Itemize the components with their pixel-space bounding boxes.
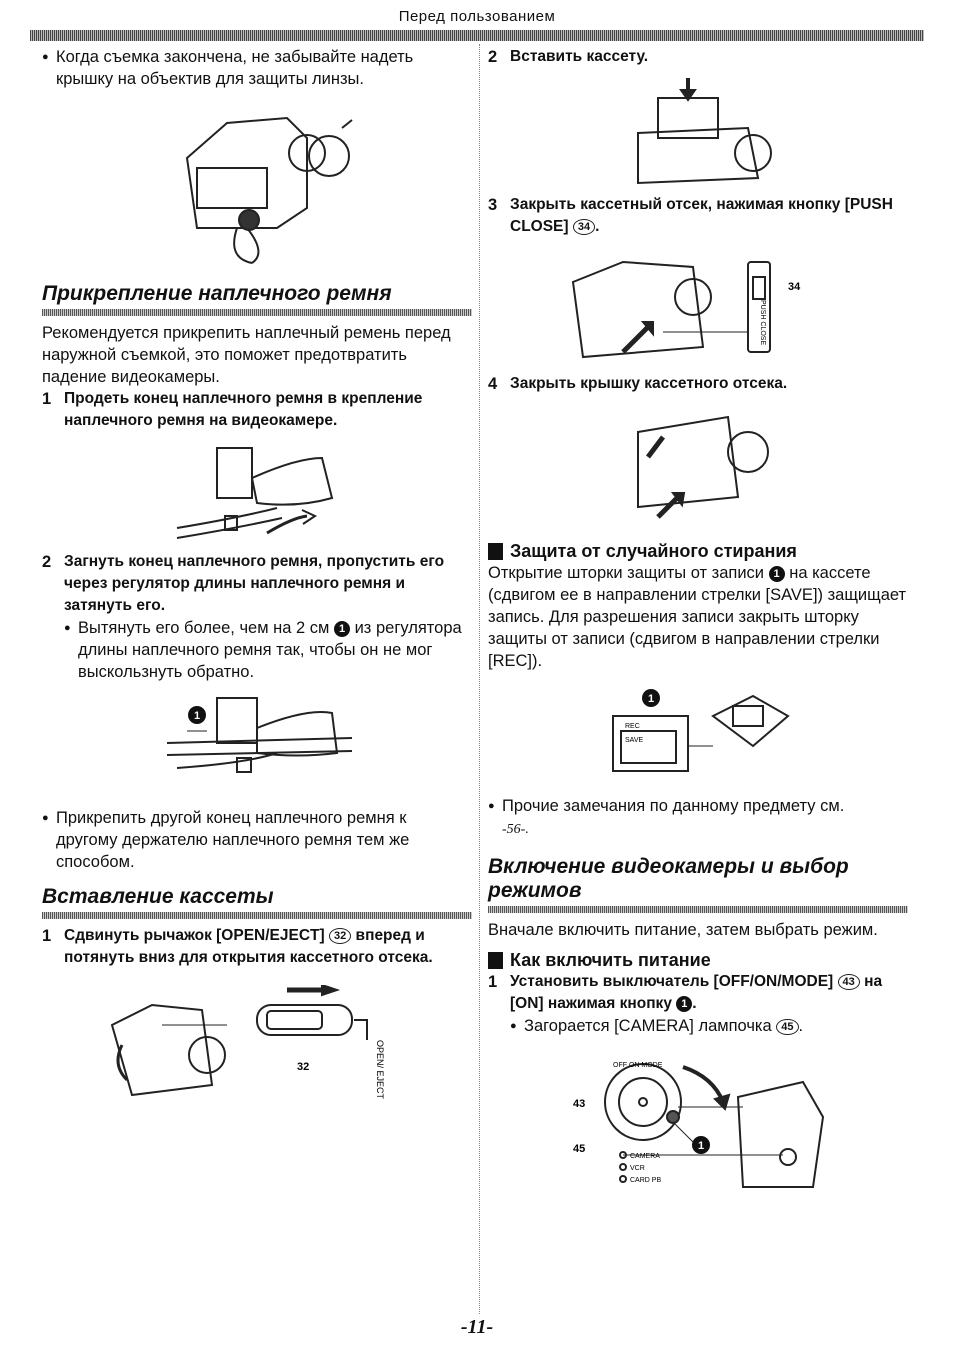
insert-cassette-illustration: [618, 78, 778, 188]
cassette-step-4: 4 Закрыть крышку кассетного отсека.: [488, 375, 788, 393]
figure-ref-45: 45: [573, 1143, 586, 1155]
lamp-camera-label: CAMERA: [630, 1153, 660, 1160]
strap-intro: Рекомендуется прикрепить наплечный ремень перед наружной съемкой, это поможет предотвратить падение видеокамеры.: [42, 324, 451, 386]
section-bar: [42, 309, 472, 316]
power-intro: Вначале включить питание, затем выбрать режим.: [488, 921, 878, 939]
page-ref: -56-.: [502, 822, 529, 837]
figure-marker-1: 1: [697, 1140, 705, 1152]
power-section-title: Включение видеокамеры и выбор режимов: [488, 855, 849, 902]
strap-step-2: 2 Загнуть конец наплечного ремня, пропустить его через регулятор длины наплечного ремня и затянуть его.: [42, 553, 445, 614]
strap-attach-illustration: [157, 438, 357, 543]
marker-1-icon: 1: [334, 621, 350, 637]
section-bar: [42, 912, 472, 919]
ref-32: 32: [329, 928, 351, 944]
open-eject-illustration: [92, 985, 422, 1100]
strap-step-2-note: ● Вытянуть его более, чем на 2 см 1 из регулятора длины наплечного ремня так, чтобы он не мог выскользнуть обратно.: [64, 617, 472, 683]
cassette-tab-illustration: [603, 686, 793, 781]
strap-other-end-note: ● Прикрепить другой конец наплечного ремня к другому держателю наплечного ремня тем же способом.: [42, 807, 472, 873]
lamp-vcr-label: VCR: [630, 1165, 645, 1172]
strap-adjuster-illustration: [157, 693, 357, 793]
lens-cap-note: ● Когда съемка закончена, не забывайте надеть крышку на объектив для защиты линзы.: [42, 46, 472, 90]
push-close-illustration: [563, 252, 833, 367]
power-step-1: 1 Установить выключатель [OFF/ON/MODE] 43 на [ON] нажимая кнопку 1 .: [488, 973, 883, 1012]
header-bar: [30, 30, 924, 41]
figure-rec-label: REC: [625, 723, 640, 730]
left-column: [42, 46, 472, 1100]
power-on-subtitle: Как включить питание: [488, 949, 908, 971]
strap-section-title: Прикрепление наплечного ремня: [42, 282, 392, 305]
header-title: Перед пользованием: [398, 8, 556, 25]
section-bar: [488, 906, 908, 913]
figure-save-label: SAVE: [625, 737, 644, 744]
page-number: -11-: [460, 1316, 494, 1338]
erase-protection-text: Открытие шторки защиты от записи 1 на кассете (сдвигом ее в направлении стрелки [SAVE]) защищает запись. Для разрешения записи закрыть шторку защиты от записи (сдвигом в направлении стрелки [REC]).: [488, 564, 907, 670]
erase-further-note: ● Прочие замечания по данному предмету см. -56-.: [488, 795, 908, 841]
power-camera-lamp-note: ● Загорается [CAMERA] лампочка 45 .: [510, 1015, 908, 1037]
figure-ref-43: 43: [573, 1098, 586, 1110]
cassette-step-1: 1 Сдвинуть рычажок [OPEN/EJECT] 32 вперед и потянуть вниз для открытия кассетного отсека.: [42, 927, 433, 966]
open-eject-label: OPEN/ EJECT: [375, 1040, 385, 1100]
marker-1-icon: 1: [676, 996, 692, 1012]
figure-ref-32: 32: [297, 1061, 310, 1073]
ref-34: 34: [573, 219, 595, 235]
erase-protection-title: Защита от случайного стирания: [488, 540, 908, 562]
figure-marker-1: 1: [647, 693, 655, 705]
ref-45: 45: [776, 1019, 798, 1035]
column-divider: [479, 44, 480, 1314]
figure-marker-1: 1: [193, 710, 201, 722]
power-switch-illustration: [563, 1047, 833, 1197]
cassette-step-2: 2 Вставить кассету.: [488, 48, 649, 66]
cassette-step-3: 3 Закрыть кассетный отсек, нажимая кнопку [PUSH CLOSE] 34 .: [488, 196, 893, 235]
page-header: [30, 6, 924, 40]
cassette-section-title: Вставление кассеты: [42, 885, 274, 908]
ref-43: 43: [838, 974, 860, 990]
close-cover-illustration: [618, 407, 778, 532]
right-column: [488, 46, 908, 1197]
figure-ref-34: 34: [788, 281, 801, 293]
lamp-card-label: CARD PB: [630, 1177, 662, 1184]
dial-label: OFF ON MODE: [613, 1062, 663, 1069]
strap-step-1: 1 Продеть конец наплечного ремня в крепление наплечного ремня на видеокамере.: [42, 390, 423, 429]
marker-1-icon: 1: [769, 566, 785, 582]
lens-cap-illustration: [157, 98, 357, 268]
push-close-label: PUSH CLOSE: [759, 300, 766, 346]
